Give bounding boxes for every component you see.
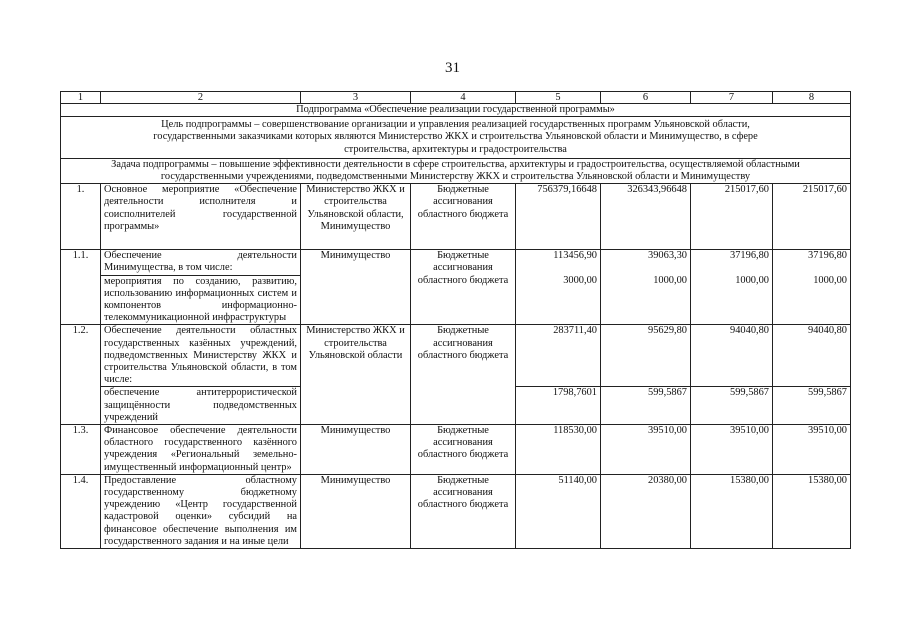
row-value-year1: 95629,80: [601, 325, 691, 387]
subrow-value-total: 3000,00: [516, 275, 601, 325]
row-value-year2: 15380,00: [691, 474, 773, 548]
subprogram-title: Подпрограмма «Обеспечение реализации государственной программы»: [61, 104, 851, 117]
row-funding-source: Бюджетные ассигнования областного бюджета: [411, 425, 516, 475]
col-header: 5: [516, 92, 601, 104]
goal-row: [61, 117, 851, 159]
subprogram-task: Задача подпрограммы – повышение эффективности деятельности в сфере строительства, архитектуры и градостроительства, осуществляемой областными государственными учреждениями, подведомственными Министерству ЖКХ и строительства Ульяновской области и Минимуществу: [61, 158, 851, 183]
row-value-total: 118530,00: [516, 425, 601, 475]
row-value-year3: 215017,60: [773, 184, 851, 250]
subrow-value-year2: 1000,00: [691, 275, 773, 325]
row-value-year2: 39510,00: [691, 425, 773, 475]
subrow-activity-name: мероприятия по созданию, развитию, использованию информационных систем и компонентов информационно-телекоммуникационной инфраструктуры: [101, 275, 301, 325]
row-activity-name: Предоставление областному государственному бюджетному учреждению «Центр государственной кадастровой оценки» субсидий на финансовое обеспечение выполнения им государственного задания и на иные цели: [101, 474, 301, 548]
subprogram-title-row: [61, 104, 851, 117]
row-value-total: 756379,16648: [516, 184, 601, 250]
page-number: 31: [445, 60, 460, 76]
subrow-value-year3: 1000,00: [773, 275, 851, 325]
col-header: 7: [691, 92, 773, 104]
row-number: 1.3.: [61, 425, 101, 475]
subrow-value-year1: 599,5867: [601, 387, 691, 425]
subrow-value-year2: 599,5867: [691, 387, 773, 425]
row-funding-source: Бюджетные ассигнования областного бюджета: [411, 250, 516, 325]
table-row: [61, 474, 851, 548]
row-value-year2: 37196,80: [691, 250, 773, 275]
row-value-year1: 39063,30: [601, 250, 691, 275]
row-value-year2: 215017,60: [691, 184, 773, 250]
row-value-total: 283711,40: [516, 325, 601, 387]
subrow-value-year3: 599,5867: [773, 387, 851, 425]
row-value-total: 113456,90: [516, 250, 601, 275]
row-funding-source: Бюджетные ассигнования областного бюджета: [411, 184, 516, 250]
subrow-value-year1: 1000,00: [601, 275, 691, 325]
row-activity-name: Обеспечение деятельности Минимущества, в том числе:: [101, 250, 301, 275]
row-value-year1: 20380,00: [601, 474, 691, 548]
task-row: [61, 158, 851, 183]
row-activity-name: Финансовое обеспечение деятельности областного государственного казённого учреждения «Региональный земельно-имущественный информационный центр»: [101, 425, 301, 475]
row-executor: Минимущество: [301, 474, 411, 548]
col-header: 1: [61, 92, 101, 104]
row-value-year3: 37196,80: [773, 250, 851, 275]
row-value-year1: 326343,96648: [601, 184, 691, 250]
row-value-year3: 94040,80: [773, 325, 851, 387]
column-number-row: [61, 92, 851, 104]
subprogram-goal: Цель подпрограммы – совершенствование организации и управления реализацией государственных программ Ульяновской области, государственными заказчиками которых являются Министерство ЖКХ и строительства Ульяновской области и Минимущество, в сфере строительства, архитектуры и градостроительства: [61, 117, 851, 159]
row-activity-name: Обеспечение деятельности областных государственных казённых учреждений, подведомственных Министерству ЖКХ и строительства Ульяновской области, в том числе:: [101, 325, 301, 387]
row-activity-name: Основное мероприятие «Обеспечение деятельности исполнителя и соисполнителей государственной программы»: [101, 184, 301, 250]
row-value-year3: 39510,00: [773, 425, 851, 475]
row-funding-source: Бюджетные ассигнования областного бюджета: [411, 325, 516, 425]
col-header: 6: [601, 92, 691, 104]
subrow-activity-name: обеспечение антитеррористической защищённости подведомственных учреждений: [101, 387, 301, 425]
row-executor: Министерство ЖКХ и строительства Ульяновской области, Минимущество: [301, 184, 411, 250]
row-value-year2: 94040,80: [691, 325, 773, 387]
subrow-value-total: 1798,7601: [516, 387, 601, 425]
table-row: [61, 250, 851, 275]
row-executor: Минимущество: [301, 250, 411, 325]
row-funding-source: Бюджетные ассигнования областного бюджета: [411, 474, 516, 548]
row-number: 1.4.: [61, 474, 101, 548]
row-number: 1.1.: [61, 250, 101, 325]
row-number: 1.: [61, 184, 101, 250]
row-number: 1.2.: [61, 325, 101, 425]
table-row: [61, 184, 851, 250]
row-value-year1: 39510,00: [601, 425, 691, 475]
col-header: 8: [773, 92, 851, 104]
row-value-year3: 15380,00: [773, 474, 851, 548]
col-header: 2: [101, 92, 301, 104]
table-row: [61, 325, 851, 387]
budget-table: [60, 91, 851, 549]
table-row: [61, 425, 851, 475]
col-header: 3: [301, 92, 411, 104]
row-executor: Министерство ЖКХ и строительства Ульяновской области: [301, 325, 411, 425]
row-value-total: 51140,00: [516, 474, 601, 548]
row-executor: Минимущество: [301, 425, 411, 475]
col-header: 4: [411, 92, 516, 104]
